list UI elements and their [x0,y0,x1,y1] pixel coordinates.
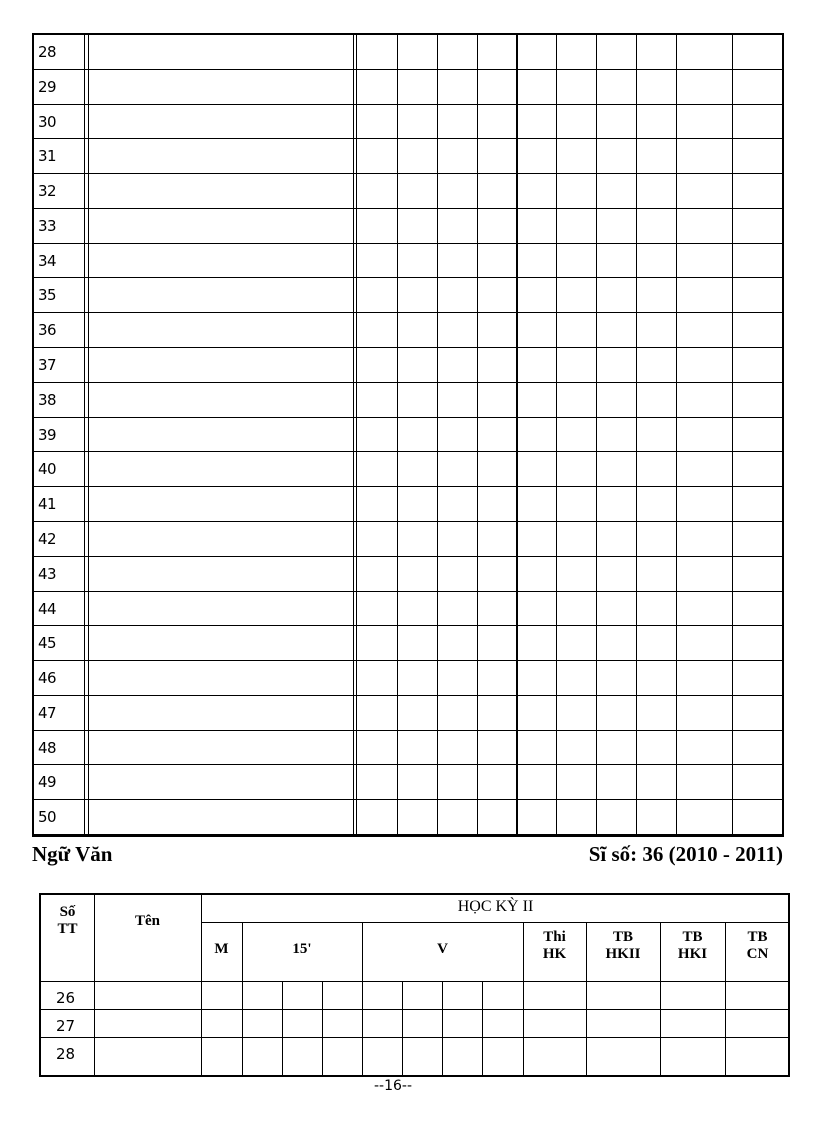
row-number: 30 [38,112,57,131]
row-number: 28 [56,1045,76,1063]
grid-line [596,35,597,835]
table-row [34,800,782,835]
grid-line [586,922,587,1075]
row-number: 26 [56,989,76,1007]
row-number: 27 [56,1017,76,1035]
table-row [34,139,782,174]
row-number: 50 [38,808,57,827]
page-number: --16-- [374,1078,413,1094]
row-number: 43 [38,564,57,583]
grade-table-bottom [39,893,790,1077]
grid-line [242,922,243,1075]
row-number: 37 [38,356,57,375]
header-col-thi-hk: Thi HK [542,929,567,962]
grid-line [397,35,398,835]
table-row [34,626,782,661]
table-row [34,452,782,487]
row-number: 41 [38,495,57,514]
table-row [34,557,782,592]
row-number: 48 [38,738,57,757]
table-row [34,244,782,279]
row-number: 36 [38,321,57,340]
grid-line [636,35,637,835]
grid-line [516,35,518,835]
row-number: 40 [38,460,57,479]
header-stt: Số TT [57,904,78,937]
grid-line [676,35,677,835]
row-number: 28 [38,43,57,61]
row-number: 29 [38,77,57,96]
table-row [34,70,782,105]
header-col-15: 15' [292,941,312,957]
row-number: 45 [38,634,57,653]
row-number: 49 [38,773,57,792]
header-col-tb-hki: TB HKI [677,929,708,962]
row-number: 35 [38,286,57,305]
row-number: 46 [38,669,57,688]
row-number: 38 [38,390,57,409]
grid-line [84,35,85,835]
header-name: Tên [134,913,160,929]
table-row [34,383,782,418]
header-col-m: M [214,941,229,957]
grid-line [362,922,363,1075]
row-number: 47 [38,703,57,722]
grid-line [356,35,357,835]
table-row [34,696,782,731]
table-row [34,313,782,348]
table-row [34,209,782,244]
table-row [34,348,782,383]
row-number: 33 [38,216,57,235]
grid-line [41,981,790,982]
grid-line [442,981,443,1075]
grid-line [477,35,478,835]
grid-line [353,35,354,835]
header-semester: HỌC KỲ II [457,898,534,915]
row-number: 42 [38,529,57,548]
table-row [34,174,782,209]
grid-line [41,1037,790,1038]
row-number: 34 [38,251,57,270]
row-number: 44 [38,599,57,618]
header-col-tb-cn: TB CN [746,929,769,962]
grid-line [201,895,202,1075]
grid-line [732,35,733,835]
row-number: 39 [38,425,57,444]
table-row [34,661,782,696]
row-number: 31 [38,147,57,166]
table-row [34,35,782,70]
table-row [34,278,782,313]
grid-line [41,1009,790,1010]
grid-line [523,922,524,1075]
header-col-tb-hkii: TB HKII [605,929,641,962]
grid-line [660,922,661,1075]
table-row [34,592,782,627]
grade-table-top [32,33,784,837]
class-size-label: Sĩ số: 36 (2010 - 2011) [588,842,783,866]
table-row [34,522,782,557]
grid-line [725,922,726,1075]
table-row [34,418,782,453]
grid-line [94,895,95,1075]
grid-line [402,981,403,1075]
table-row [34,765,782,800]
grid-line [201,922,790,923]
grid-line [282,981,283,1075]
table-row [34,105,782,140]
row-number: 32 [38,182,57,201]
grid-line [322,981,323,1075]
grid-line [437,35,438,835]
header-col-v: V [437,941,448,957]
grid-line [556,35,557,835]
table-row [34,487,782,522]
grid-line [88,35,89,835]
table-row [34,731,782,766]
grid-line [482,981,483,1075]
subject-label: Ngữ Văn [32,842,113,866]
